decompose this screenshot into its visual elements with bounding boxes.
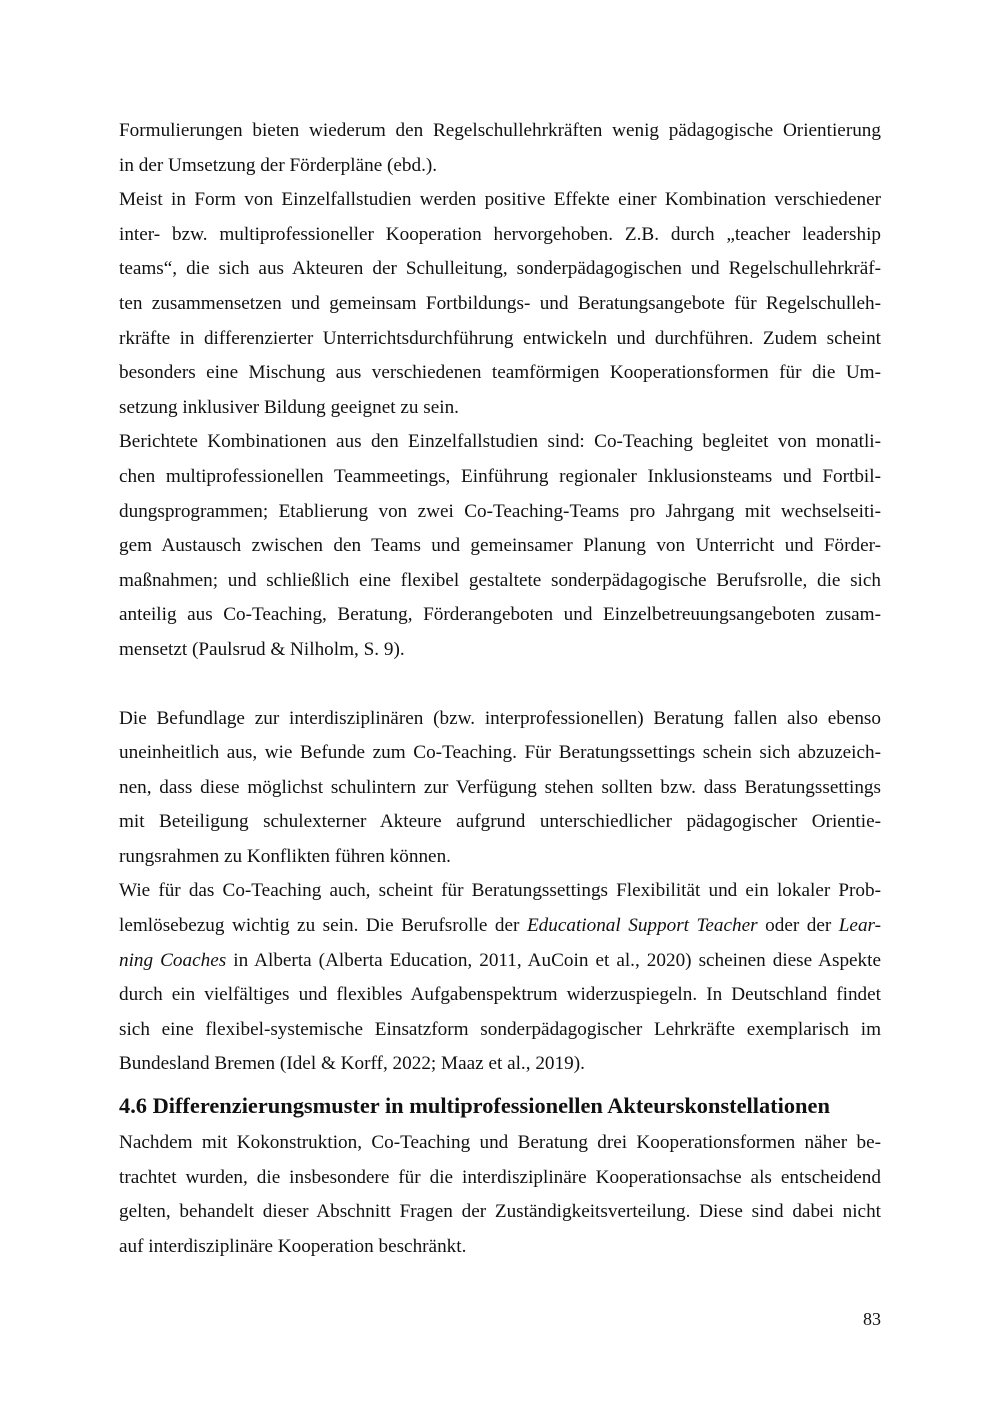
text-line: Bundesland Bremen (Idel & Korff, 2022; Maaz et al., 2019). [119,1053,585,1075]
text-line: Meist in Form von Einzelfallstudien werden positive Effekte einer Kombination verschiedener [119,189,881,211]
text-line: sich eine flexibel-systemische Einsatzform sonderpädagogischer Lehrkräfte exemplarisch im [119,1018,881,1040]
text-line: gelten, behandelt dieser Abschnitt Fragen der Zuständigkeitsverteilung. Diese sind dabei nicht [119,1201,881,1223]
text-line: chen multiprofessionellen Teammeetings, Einführung regionaler Inklusionsteams und Fortbil- [119,465,881,487]
section-paragraph [119,1126,881,1264]
term-learning-coaches-start: Lear- [838,915,882,937]
text-line: besonders eine Mischung aus verschiedenen teamförmigen Kooperationsformen für die Um- [119,362,881,384]
section-heading: 4.6 Differenzierungsmuster in multiprofessionellen Akteurskonstellationen [119,1093,830,1119]
text-line: Berichtete Kombinationen aus den Einzelfallstudien sind: Co-Teaching begleitet von monatli- [119,431,881,453]
term-educational-support-teacher: Educational Support Teacher [526,915,758,937]
paragraph-1 [119,114,881,183]
page-number: 83 [863,1309,881,1329]
text-line: inter- bzw. multiprofessioneller Kooperation hervorgehoben. Z.B. durch „teacher leadership [119,223,881,245]
text-run: oder der [757,915,839,937]
text-line: ten zusammensetzen und gemeinsam Fortbildungs- und Beratungsangebote für Regelschulleh- [119,292,881,314]
text-line: gem Austausch zwischen den Teams und gemeinsamer Planung von Unterricht und Förder- [119,535,881,557]
text-line [119,944,881,979]
text-line: durch ein vielfältiges und flexibles Aufgabenspektrum widerzuspiegeln. In Deutschland findet [119,984,881,1006]
text-line: Nachdem mit Kokonstruktion, Co-Teaching und Beratung drei Kooperationsformen näher be- [119,1132,881,1154]
paragraph-gap [119,668,881,702]
paragraph-4 [119,702,881,875]
text-line: teams“, die sich aus Akteuren der Schulleitung, sonderpädagogischen und Regelschullehrkräf- [119,258,881,280]
text-line [119,909,881,944]
text-line: mensetzt (Paulsrud & Nilholm, S. 9). [119,638,405,660]
text-line: Formulierungen bieten wiederum den Regelschullehrkräften wenig pädagogische Orientierung [119,120,881,141]
text-line: nen, dass diese möglichst schulintern zur Verfügung stehen sollten bzw. dass Beratungssettings [119,776,881,798]
text-line: anteilig aus Co-Teaching, Beratung, Förderangeboten und Einzelbetreuungsangeboten zusam- [119,604,881,626]
text-line: in der Umsetzung der Förderpläne (ebd.). [119,154,438,176]
text-line: rungsrahmen zu Konflikten führen können. [119,845,451,867]
text-run: lemlösebezug wichtig zu sein. Die Berufsrolle der [119,915,527,937]
page-body [119,114,881,1264]
text-line: Die Befundlage zur interdisziplinären (bzw. interprofessionellen) Beratung fallen also ebenso [119,707,881,729]
text-line: Wie für das Co-Teaching auch, scheint für Beratungssettings Flexibilität und ein lokaler Prob- [119,880,881,902]
text-line: auf interdisziplinäre Kooperation beschränkt. [119,1235,467,1257]
text-line: uneinheitlich aus, wie Befunde zum Co-Teaching. Für Beratungssettings schein sich abzuzeich- [119,742,881,764]
text-line: rkräfte in differenzierter Unterrichtsdurchführung entwickeln und durchführen. Zudem scheint [119,327,881,349]
text-line: setzung inklusiver Bildung geeignet zu sein. [119,396,459,418]
term-learning-coaches-end: ning Coaches [119,949,227,971]
text-run: in Alberta (Alberta Education, 2011, AuCoin et al., 2020) scheinen diese Aspekte [226,949,881,971]
paragraph-3 [119,425,881,667]
text-line: dungsprogrammen; Etablierung von zwei Co-Teaching-Teams pro Jahrgang mit wechselseiti- [119,500,881,522]
paragraph-2 [119,183,881,425]
text-line: trachtet wurden, die insbesondere für die interdisziplinäre Kooperationsachse als entscheidend [119,1166,881,1188]
paragraph-5 [119,874,881,1082]
text-line: mit Beteiligung schulexterner Akteure aufgrund unterschiedlicher pädagogischer Orientie- [119,811,881,833]
text-line: maßnahmen; und schließlich eine flexibel gestaltete sonderpädagogische Berufsrolle, die sich [119,569,881,591]
